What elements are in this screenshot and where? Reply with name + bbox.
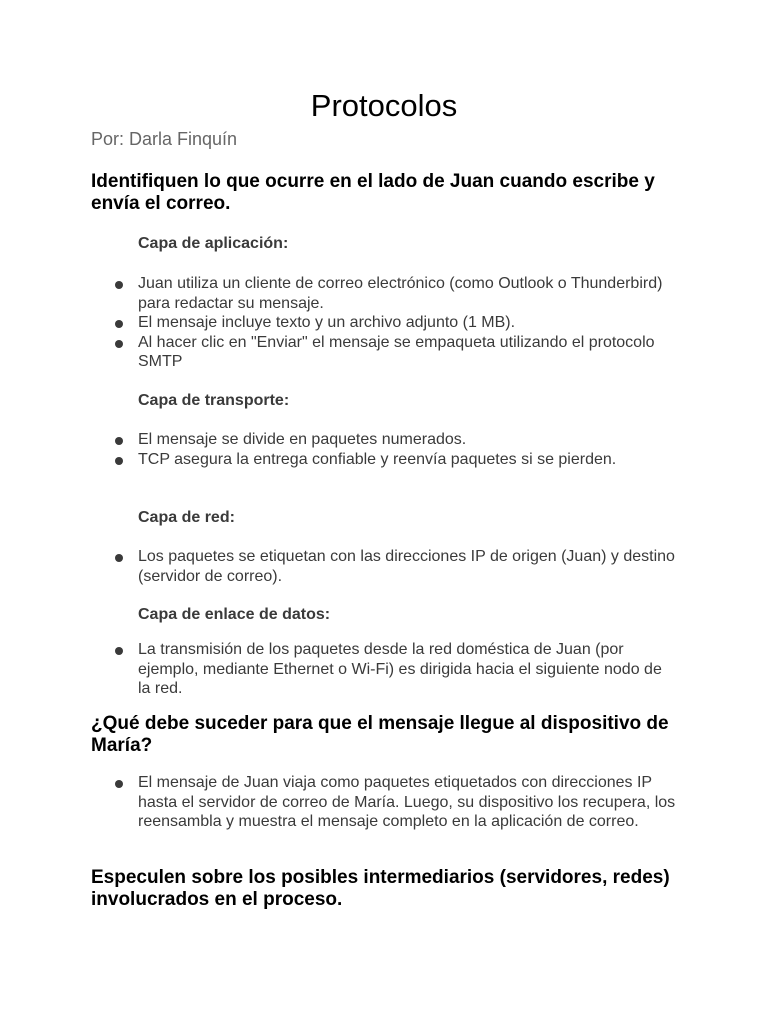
bullet-icon <box>115 340 123 348</box>
list-item <box>0 333 678 372</box>
list-item-text: Los paquetes se etiquetan con las direcciones IP de origen (Juan) y destino (servidor de correo). <box>138 548 675 585</box>
list-item-text: El mensaje incluye texto y un archivo adjunto (1 MB). <box>138 314 516 331</box>
layer-heading-data-link: Capa de enlace de datos: <box>138 606 331 623</box>
layer-heading-transport: Capa de transporte: <box>138 392 290 409</box>
list-item-text: El mensaje de Juan viaja como paquetes etiquetados con direcciones IP hasta el servidor de correo de María. Luego, su dispositivo los recupera, los reensambla y muestra el mensaje completo en la aplicación de correo. <box>138 774 676 830</box>
list-item <box>0 640 678 699</box>
list-item-text: Al hacer clic en "Enviar" el mensaje se empaqueta utilizando el protocolo SMTP <box>138 333 655 370</box>
layer-heading-application: Capa de aplicación: <box>138 235 289 252</box>
bullet-icon <box>115 647 123 655</box>
list-item-text: El mensaje se divide en paquetes numerados. <box>138 431 467 448</box>
list-item <box>0 450 678 470</box>
list-item-text: TCP asegura la entrega confiable y reenvía paquetes si se pierden. <box>138 450 617 468</box>
document-title: Protocolos <box>310 88 458 123</box>
bullet-list-data-link <box>0 640 768 699</box>
list-item <box>0 547 678 586</box>
list-item <box>0 430 678 450</box>
bullet-icon <box>115 457 123 465</box>
document-author: Por: Darla Finquín <box>91 129 238 149</box>
bullet-list-application <box>0 274 768 372</box>
bullet-icon <box>115 780 123 788</box>
bullet-list-delivery <box>0 773 768 832</box>
bullet-list-network <box>0 547 768 586</box>
section-question-1: Identifiquen lo que ocurre en el lado de Juan cuando escribe y envía el correo. <box>91 171 655 214</box>
bullet-icon <box>115 437 123 445</box>
bullet-icon <box>115 281 123 289</box>
list-item <box>0 313 678 333</box>
layer-heading-network: Capa de red: <box>138 509 235 526</box>
list-item <box>0 773 678 832</box>
list-item-text: La transmisión de los paquetes desde la red doméstica de Juan (por ejemplo, mediante Ethernet o Wi-Fi) es dirigida hacia el siguiente nodo de la red. <box>138 641 662 697</box>
bullet-icon <box>115 320 123 328</box>
bullet-list-transport <box>0 430 768 469</box>
list-item-text: Juan utiliza un cliente de correo electrónico (como Outlook o Thunderbird) para redactar su mensaje. <box>138 275 663 312</box>
section-question-2: ¿Qué debe suceder para que el mensaje llegue al dispositivo de María? <box>91 713 669 756</box>
list-item <box>0 274 678 313</box>
section-question-3: Especulen sobre los posibles intermediarios (servidores, redes) involucrados en el proceso. <box>91 867 670 910</box>
bullet-icon <box>115 554 123 562</box>
